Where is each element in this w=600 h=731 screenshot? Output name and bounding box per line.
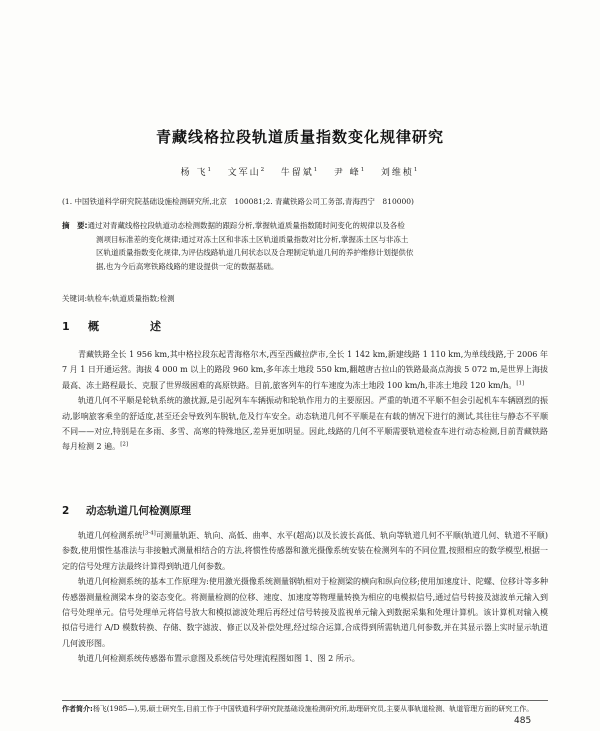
section-1-body xyxy=(62,347,548,455)
section-2-body xyxy=(62,528,548,667)
author: 杨 飞$^1$ xyxy=(180,167,214,178)
author: 牛留斌$^1$ xyxy=(280,167,320,178)
paper-title: 青藏线格拉段轨道质量指数变化规律研究 xyxy=(155,128,444,146)
author: 刘维桢$^1$ xyxy=(380,167,420,178)
abstract-line: 通过对青藏线格拉段轨道动态检测数据的跟踪分析,掌握轨道质量指数随时间变化的规律以及各检 xyxy=(87,221,405,230)
abstract-line: 测项目标准差的变化规律;通过对冻土区和非冻土区轨道质量指数对比分析,掌握冻土区与非冻土 xyxy=(96,234,409,244)
footnote-label: 作者简介: xyxy=(62,705,93,713)
author: 尹 峰$^1$ xyxy=(333,167,367,178)
abstract-line: 据,也为今后高寒铁路线路的建设提供一定的数据基础。 xyxy=(96,261,279,271)
section-heading-1: 1 概 述 xyxy=(62,320,181,333)
author-list xyxy=(0,165,600,178)
page-number: 485 xyxy=(514,716,532,726)
abstract-label: 摘 要: xyxy=(62,221,88,230)
author-footnote xyxy=(62,703,548,715)
section-heading-2: 2 动态轨道几何检测原理 xyxy=(62,505,191,517)
footnote-text: 杨飞(1985—),男,硕士研究生,目前工作于中国铁道科学研究院基础设施检测研究所,助理研究员,主要从事轨道检测、轨道管理方面的研究工作。 xyxy=(92,705,534,713)
affiliation: (1. 中国铁道科学研究院基础设施检测研究所,北京 100081;2. 青藏铁路公司工务部,青海西宁 810000) xyxy=(62,197,414,206)
keywords-label: 关键词: xyxy=(62,294,88,303)
keywords xyxy=(62,293,548,304)
paragraph: 轨道几何不平顺是轮轨系统的激扰源,是引起列车车辆振动和轮轨作用力的主要原因。严重的轨道不平顺不但会引起机车车辆剧烈的振动,影响旅客乘坐的舒适度,甚至还会导致列车脱轨,危及行车安全。动态轨道几何不平顺是在有载的情况下进行的测试,其往往与静态不平顺不同——对应,特别是在多雨、多雪、高寒的特殊地区,差异更加明显。因此,线路的几何不平顺需要轨道检查车进行动态检测,目前青藏铁路每月检测 2 遍。[2] xyxy=(62,396,548,452)
paragraph: 轨道几何检测系统的基本工作原理为:使用激光摄像系统测量钢轨相对于检测梁的横向和纵向位移;使用加速度计、陀螺、位移计等多种传感器测量检测梁本身的姿态变化。将测量检测的位移、速度、加速度等物理量转换为相应的电模拟信号,通过信号转接及滤波单元输入到信号处理单元。信号处理单元将信号放大和模拟滤波处理后再经过信号转接及监视单元输入到数据采集和处理计算机。该计算机对输入模拟信号进行 A/D 模数转换、存储、数字滤波、修正以及补偿处理,经过综合运算,合成得到所需轨道几何参数,并在其显示器上实时显示轨道几何波形图。 xyxy=(62,577,548,648)
paragraph: 青藏铁路全长 1 956 km,其中格拉段东起青海格尔木,西至西藏拉萨市,全长 1 142 km,新建线路 1 110 km,为单线线路,于 2006 年 7 月 1 日开通运营。海拔 4 000 m 以上的路段 960 km,多年冻土地段 550 km,翻越唐古拉山的铁路最高点海拔 5 072 m,是世界上海拔最高、冻土路程最长、克服了世界级困难的高原铁路。目前,旅客列车的行车速度为冻土地段 100 km/h,非冻土地段 120 km/h。[1] xyxy=(62,350,548,390)
author: 文军山$^2$ xyxy=(227,167,267,178)
paragraph: 轨道几何检测系统传感器布置示意图及系统信号处理流程图如图 1、图 2 所示。 xyxy=(78,654,360,664)
footnote-divider xyxy=(62,700,548,701)
abstract-line: 区轨道质量指数变化规律,为评估线路轨道几何状态以及合理制定轨道几何的养护维修计划提供依 xyxy=(96,248,414,257)
paragraph: 轨道几何检测系统[3-4]可测量轨距、轨向、高低、曲率、水平(超高)以及长波长高低、轨向等轨道几何不平顺(轨道几何、轨道不平顺)参数,使用惯性基准法与非接触式测量相结合的方法,将惯性传感器和激光摄像系统安装在检测列车的不同位置,按照相应的数学模型,根据一定的信号处理方法最终计算得到轨道几何参数。 xyxy=(62,530,548,571)
abstract xyxy=(62,219,548,273)
keywords-text: 轨检车;轨道质量指数;检测 xyxy=(87,294,175,303)
